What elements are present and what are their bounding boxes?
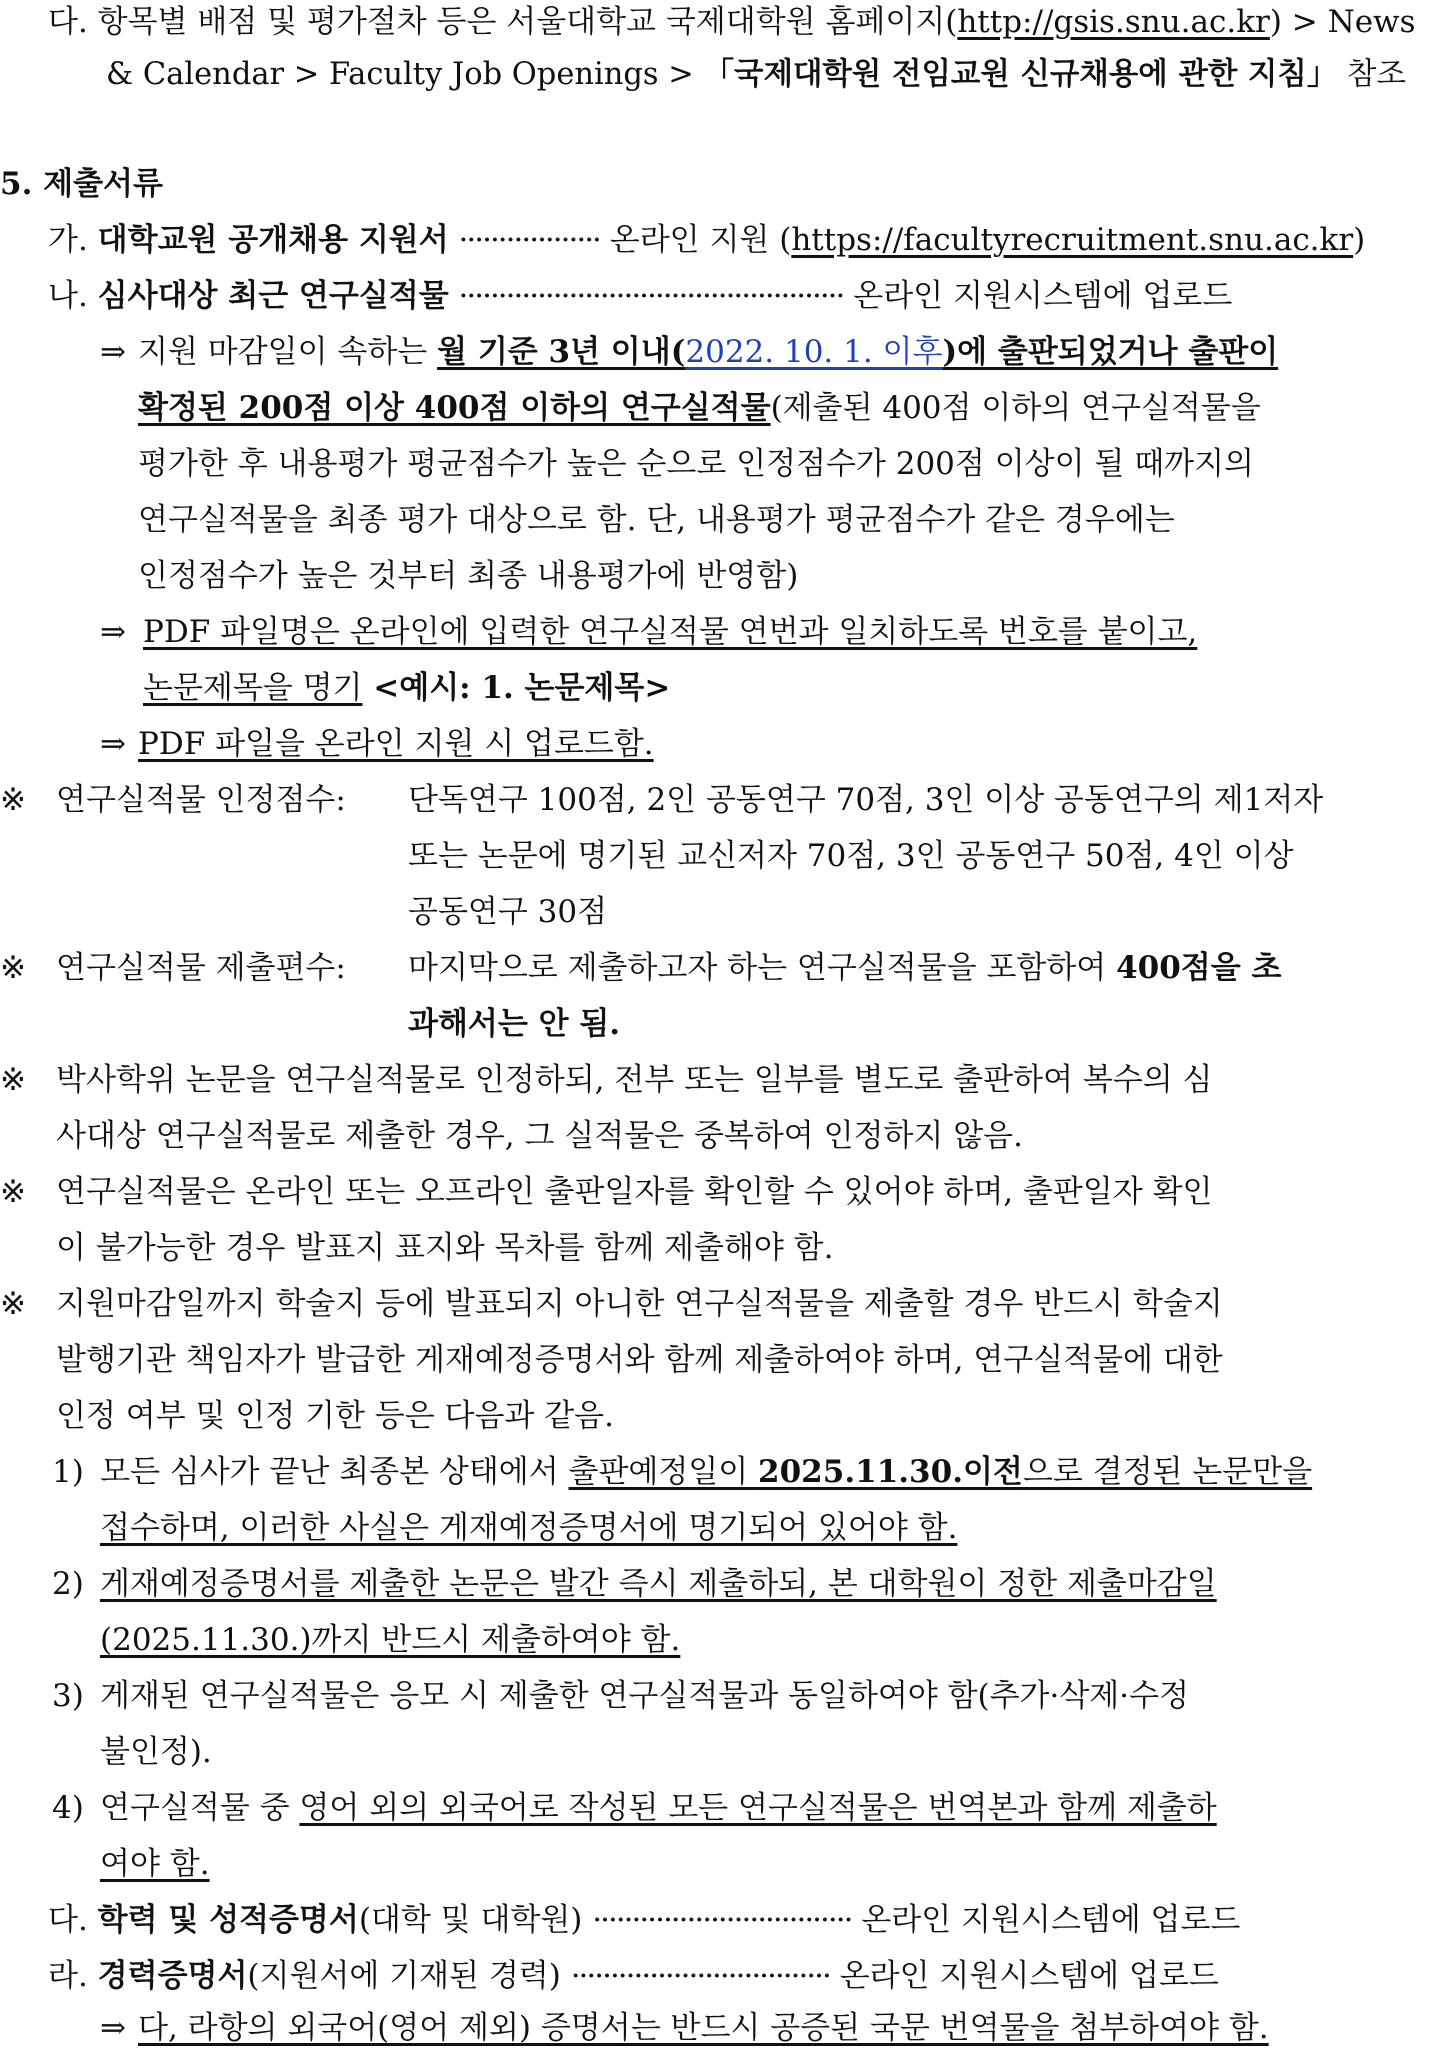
note-mark: ※ [0, 950, 26, 986]
note2-label: 연구실적물 제출편수: [56, 950, 346, 986]
num-item-3-line1: 게재된 연구실적물은 응모 시 제출한 연구실적물과 동일하여야 함(추가·삭제·수정 [100, 1678, 1189, 1714]
note4-line2: 이 불가능한 경우 발표지 표지와 목차를 함께 제출해야 함. [56, 1230, 834, 1266]
num-item-2-number: 2) [52, 1566, 84, 1602]
intro-line-2: & Calendar > Faculty Job Openings > 「국제대학원 전임교원 신규채용에 관한 지침」 참조 [106, 56, 1406, 92]
note1-line1: 단독연구 100점, 2인 공동연구 70점, 3인 이상 공동연구의 제1저자 [408, 782, 1324, 818]
na-sub1-line2: 확정된 200점 이상 400점 이하의 연구실적물(제출된 400점 이하의 연구실적물을 [138, 390, 1261, 426]
recruitment-link[interactable]: https://facultyrecruitment.snu.ac.kr [791, 222, 1354, 258]
item-na: 나. 심사대상 최근 연구실적물 ················································· 온라인 지원시스템에 업로드 [48, 278, 1233, 314]
num-item-3-line2: 불인정). [100, 1734, 212, 1770]
na-sub1-line5: 인정점수가 높은 것부터 최종 내용평가에 반영함) [138, 558, 799, 594]
na-sub2-arrow: ⇒ [100, 614, 126, 650]
note3-line1: 박사학위 논문을 연구실적물로 인정하되, 전부 또는 일부를 별도로 출판하여 복수의 심 [56, 1062, 1213, 1098]
note5-line2: 발행기관 책임자가 발급한 게재예정증명서와 함께 제출하여야 하며, 연구실적물에 대한 [56, 1342, 1223, 1378]
na-sub1-line1: 지원 마감일이 속하는 월 기준 3년 이내(2022. 10. 1. 이후)에 출판되었거나 출판이 [138, 334, 1279, 370]
na-sub2-line1: PDF 파일명은 온라인에 입력한 연구실적물 연번과 일치하도록 번호를 붙이고, [143, 614, 1198, 650]
num-item-1-number: 1) [52, 1454, 84, 1490]
na-sub2-line2: 논문제목을 명기 <예시: 1. 논문제목> [143, 670, 671, 706]
note2-line1: 마지막으로 제출하고자 하는 연구실적물을 포함하여 400점을 초 [408, 950, 1282, 986]
note1-line2: 또는 논문에 명기된 교신저자 70점, 3인 공동연구 50점, 4인 이상 [408, 838, 1294, 874]
intro-line-1: 다. 항목별 배점 및 평가절차 등은 서울대학교 국제대학원 홈페이지(http://gsis.snu.ac.kr) > News [48, 4, 1416, 40]
na-sub1-line3: 평가한 후 내용평가 평균점수가 높은 순으로 인정점수가 200점 이상이 될 때까지의 [138, 446, 1254, 482]
note-mark: ※ [0, 1062, 26, 1098]
final-note: 다, 라항의 외국어(영어 제외) 증명서는 반드시 공증된 국문 번역물을 첨부하여야 함. [138, 2010, 1269, 2046]
na-sub3-line1: PDF 파일을 온라인 지원 시 업로드함. [138, 726, 654, 762]
gsis-link[interactable]: http://gsis.snu.ac.kr [957, 4, 1270, 40]
note-mark: ※ [0, 1174, 26, 1210]
note-mark: ※ [0, 1286, 26, 1322]
na-sub3-arrow: ⇒ [100, 726, 126, 762]
note1-line3: 공동연구 30점 [408, 894, 608, 930]
note5-line3: 인정 여부 및 인정 기한 등은 다음과 같음. [56, 1398, 614, 1434]
num-item-1-line2: 접수하며, 이러한 사실은 게재예정증명서에 명기되어 있어야 함. [100, 1510, 958, 1546]
na-sub1-line4: 연구실적물을 최종 평가 대상으로 함. 단, 내용평가 평균점수가 같은 경우에는 [138, 502, 1175, 538]
note1-label: 연구실적물 인정점수: [56, 782, 346, 818]
num-item-4-number: 4) [52, 1790, 84, 1826]
section-title: 5. 제출서류 [0, 166, 163, 202]
note2-line2: 과해서는 안 됨. [408, 1006, 621, 1042]
num-item-3-number: 3) [52, 1678, 84, 1714]
note3-line2: 사대상 연구실적물로 제출한 경우, 그 실적물은 중복하여 인정하지 않음. [56, 1118, 1023, 1154]
note4-line1: 연구실적물은 온라인 또는 오프라인 출판일자를 확인할 수 있어야 하며, 출판일자 확인 [56, 1174, 1213, 1210]
item-ra: 라. 경력증명서(지원서에 기재된 경력) ································· 온라인 지원시스템에 업로드 [48, 1958, 1219, 1994]
item-ga: 가. 대학교원 공개채용 지원서 ·················· 온라인 지원 (https://facultyrecruitment.snu.ac.kr) [48, 222, 1366, 258]
num-item-2-line1: 게재예정증명서를 제출한 논문은 발간 즉시 제출하되, 본 대학원이 정한 제출마감일 [100, 1566, 1217, 1602]
note-mark: ※ [0, 782, 26, 818]
num-item-4-line2: 여야 함. [100, 1846, 210, 1882]
num-item-4-line1: 연구실적물 중 영어 외의 외국어로 작성된 모든 연구실적물은 번역본과 함께 제출하 [100, 1790, 1217, 1826]
num-item-1-line1: 모든 심사가 끝난 최종본 상태에서 출판예정일이 2025.11.30.이전으로 결정된 논문만을 [100, 1454, 1313, 1490]
item-da: 다. 학력 및 성적증명서(대학 및 대학원) ································· 온라인 지원시스템에 업로드 [48, 1902, 1241, 1938]
final-arrow: ⇒ [100, 2010, 126, 2046]
note5-line1: 지원마감일까지 학술지 등에 발표되지 아니한 연구실적물을 제출할 경우 반드시 학술지 [56, 1286, 1223, 1322]
na-sub1-arrow: ⇒ [100, 334, 126, 370]
num-item-2-line2: (2025.11.30.)까지 반드시 제출하여야 함. [100, 1622, 681, 1658]
